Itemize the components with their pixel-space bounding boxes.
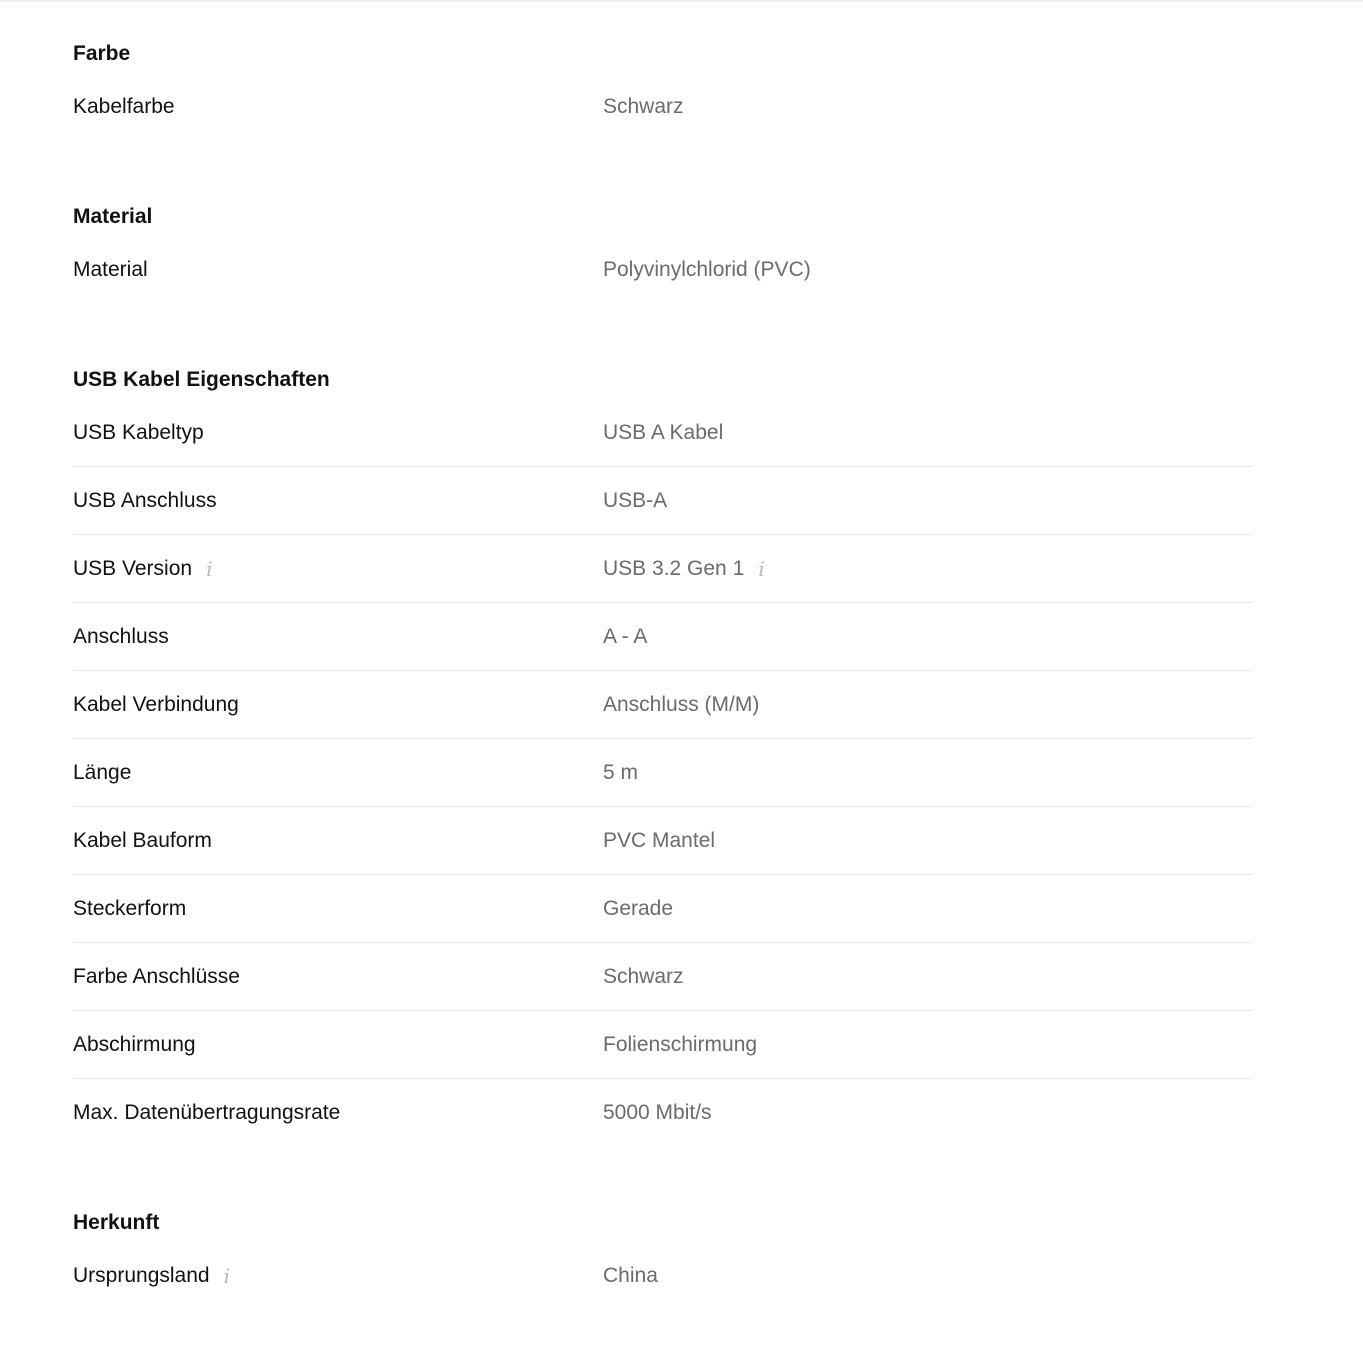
spec-value: Schwarz <box>603 94 684 118</box>
spec-label: Abschirmung <box>73 1032 196 1056</box>
spec-value: Gerade <box>603 896 674 920</box>
section-title: Farbe <box>73 42 131 65</box>
spec-row-kabel-verbindung <box>73 671 1252 739</box>
spec-label: Anschluss <box>73 624 169 648</box>
spec-value: China <box>603 1263 658 1287</box>
spec-value: PVC Mantel <box>603 828 716 852</box>
spec-row-steckerform <box>73 875 1252 943</box>
spec-value: USB-A <box>603 488 668 512</box>
spec-label: Kabel Verbindung <box>73 692 239 716</box>
spec-label: Farbe Anschlüsse <box>73 964 240 988</box>
spec-value: Polyvinylchlorid (PVC) <box>603 257 811 281</box>
spec-value: A - A <box>603 624 648 648</box>
spec-row-laenge <box>73 739 1252 807</box>
section-title: Herkunft <box>73 1211 160 1234</box>
spec-label: Max. Datenübertragungsrate <box>73 1100 341 1124</box>
spec-row-kabelfarbe <box>73 73 1252 140</box>
spec-row-usb-version <box>73 535 1252 603</box>
spec-label: Steckerform <box>73 896 187 920</box>
spec-value: USB 3.2 Gen 1 i <box>603 556 765 581</box>
spec-label: Ursprungsland i <box>73 1263 230 1288</box>
spec-label: USB Kabeltyp <box>73 420 204 444</box>
section-farbe <box>73 42 1252 140</box>
spec-row-usb-anschluss <box>73 467 1252 535</box>
spec-row-ursprungsland <box>73 1242 1252 1309</box>
section-title: USB Kabel Eigenschaften <box>73 368 330 391</box>
spec-row-material <box>73 236 1252 303</box>
spec-label: Kabel Bauform <box>73 828 212 852</box>
spec-row-farbe-anschluesse <box>73 943 1252 1011</box>
spec-row-kabel-bauform <box>73 807 1252 875</box>
spec-label: USB Anschluss <box>73 488 217 512</box>
spec-value: 5 m <box>603 760 639 784</box>
spec-label: Material <box>73 257 148 281</box>
spec-row-abschirmung <box>73 1011 1252 1079</box>
info-icon[interactable]: i <box>206 556 213 581</box>
spec-value: USB A Kabel <box>603 420 724 444</box>
spec-row-usb-kabeltyp <box>73 399 1252 467</box>
spec-row-max-datenuebertragungsrate <box>73 1079 1252 1146</box>
spec-label: USB Version i <box>73 556 213 581</box>
spec-label: Länge <box>73 760 132 784</box>
spec-value: Folienschirmung <box>603 1032 758 1056</box>
spec-value: Schwarz <box>603 964 684 988</box>
spec-value: 5000 Mbit/s <box>603 1100 712 1124</box>
spec-label: Kabelfarbe <box>73 94 175 118</box>
spec-row-anschluss <box>73 603 1252 671</box>
spec-value: Anschluss (M/M) <box>603 692 760 716</box>
section-herkunft <box>73 1211 1252 1309</box>
section-title: Material <box>73 205 153 228</box>
top-divider <box>0 0 1363 2</box>
info-icon[interactable]: i <box>223 1263 230 1288</box>
info-icon[interactable]: i <box>758 556 765 581</box>
section-material <box>73 205 1252 303</box>
section-usb-kabel-eigenschaften <box>73 368 1252 1146</box>
